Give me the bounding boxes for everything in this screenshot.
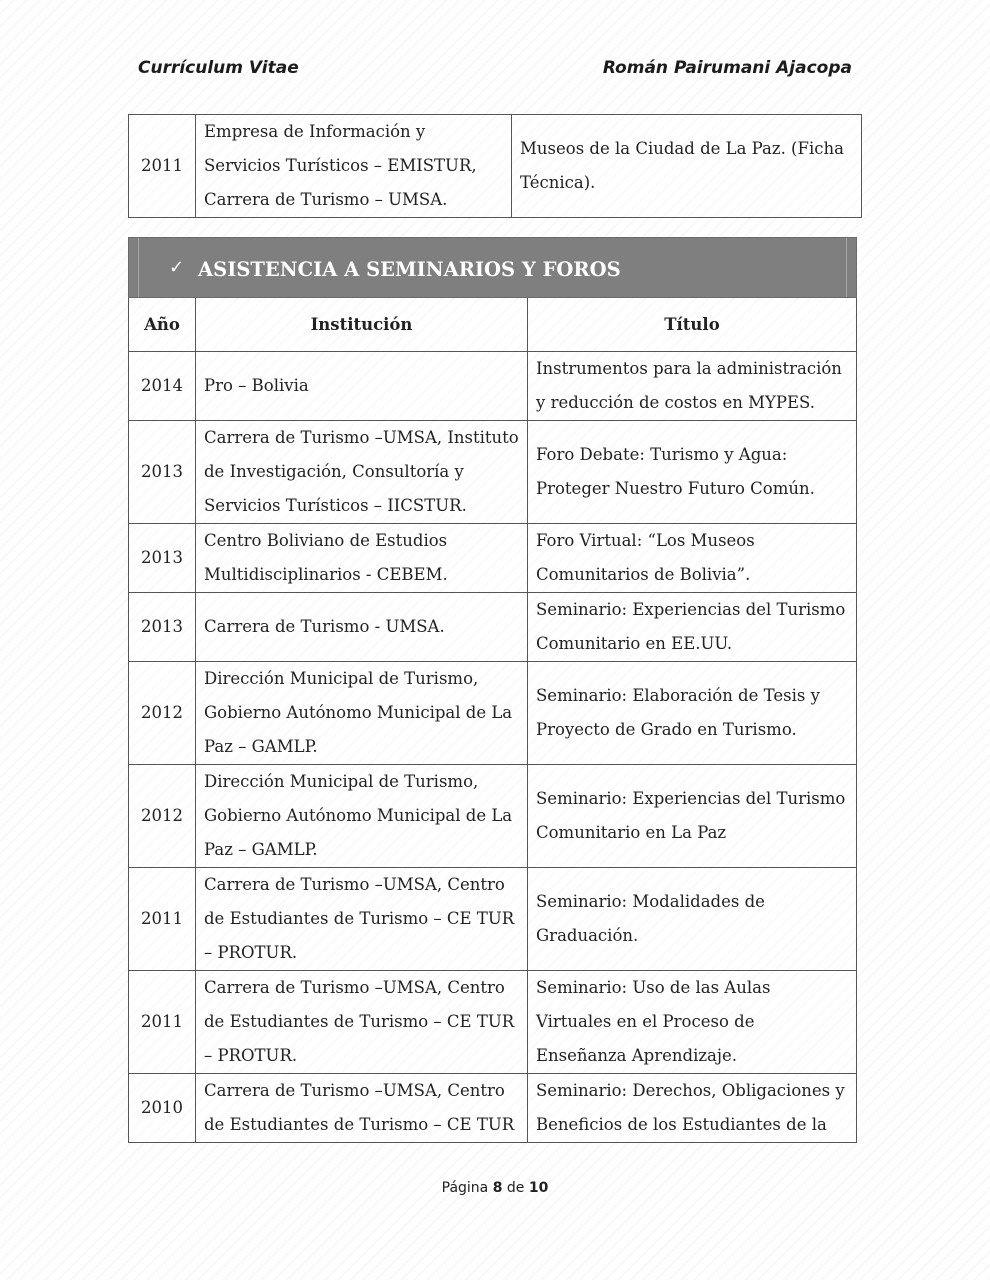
institution-cell: Carrera de Turismo - UMSA.: [196, 593, 528, 662]
title-cell: Seminario: Experiencias del Turismo Comunitario en EE.UU.: [528, 593, 857, 662]
institution-cell: Dirección Municipal de Turismo, Gobierno Autónomo Municipal de La Paz – GAMLP.: [196, 765, 528, 868]
table-row: [129, 352, 857, 421]
institution-cell: Pro – Bolivia: [196, 352, 528, 421]
header-author-name: Román Pairumani Ajacopa: [602, 58, 852, 78]
year-cell: 2013: [129, 593, 196, 662]
page-header: [138, 58, 852, 84]
title-cell: Seminario: Experiencias del Turismo Comunitario en La Paz: [528, 765, 857, 868]
title-cell: Seminario: Derechos, Obligaciones y Beneficios de los Estudiantes de la: [528, 1074, 857, 1143]
institution-cell: Empresa de Información y Servicios Turísticos – EMISTUR, Carrera de Turismo – UMSA.: [196, 115, 512, 218]
title-cell: Seminario: Uso de las Aulas Virtuales en el Proceso de Enseñanza Aprendizaje.: [528, 971, 857, 1074]
year-cell: 2013: [129, 524, 196, 593]
page-of-label: de: [506, 1180, 525, 1196]
institution-cell: Carrera de Turismo –UMSA, Instituto de Investigación, Consultoría y Servicios Turísticos – IICSTUR.: [196, 421, 528, 524]
title-cell: Seminario: Modalidades de Graduación.: [528, 868, 857, 971]
table-header-row: [129, 298, 857, 352]
previous-section-table: [128, 114, 862, 218]
year-cell: 2011: [129, 868, 196, 971]
column-header-institution: Institución: [196, 298, 528, 352]
year-cell: 2014: [129, 352, 196, 421]
page-footer: [0, 1180, 990, 1196]
title-cell: Instrumentos para la administración y reducción de costos en MYPES.: [528, 352, 857, 421]
table-row: [129, 765, 857, 868]
year-cell: 2011: [129, 115, 196, 218]
table-row: [129, 1074, 857, 1143]
year-cell: 2010: [129, 1074, 196, 1143]
table-row: [129, 971, 857, 1074]
seminars-table: [128, 237, 857, 1143]
institution-cell: Centro Boliviano de Estudios Multidisciplinarios - CEBEM.: [196, 524, 528, 593]
current-page-number: 8: [492, 1180, 503, 1196]
table-row: [129, 593, 857, 662]
table-row: [129, 421, 857, 524]
column-header-year: Año: [129, 298, 196, 352]
title-cell: Museos de la Ciudad de La Paz. (Ficha Técnica).: [512, 115, 862, 218]
title-cell: Seminario: Elaboración de Tesis y Proyecto de Grado en Turismo.: [528, 662, 857, 765]
year-cell: 2012: [129, 662, 196, 765]
column-header-title: Título: [528, 298, 857, 352]
section-banner: [129, 238, 857, 298]
table-row: [129, 662, 857, 765]
institution-cell: Carrera de Turismo –UMSA, Centro de Estudiantes de Turismo – CE TUR: [196, 1074, 528, 1143]
page-label: Página: [441, 1180, 489, 1196]
checkmark-icon: ✓: [169, 257, 185, 278]
year-cell: 2013: [129, 421, 196, 524]
institution-cell: Dirección Municipal de Turismo, Gobierno Autónomo Municipal de La Paz – GAMLP.: [196, 662, 528, 765]
table-row: [129, 115, 862, 218]
institution-cell: Carrera de Turismo –UMSA, Centro de Estudiantes de Turismo – CE TUR – PROTUR.: [196, 971, 528, 1074]
institution-cell: Carrera de Turismo –UMSA, Centro de Estudiantes de Turismo – CE TUR – PROTUR.: [196, 868, 528, 971]
total-pages-number: 10: [528, 1180, 549, 1196]
table-row: [129, 868, 857, 971]
year-cell: 2011: [129, 971, 196, 1074]
title-cell: Foro Debate: Turismo y Agua: Proteger Nuestro Futuro Común.: [528, 421, 857, 524]
table-row: [129, 524, 857, 593]
title-cell: Foro Virtual: “Los Museos Comunitarios de Bolivia”.: [528, 524, 857, 593]
header-document-title: Currículum Vitae: [138, 58, 299, 78]
year-cell: 2012: [129, 765, 196, 868]
section-title: ASISTENCIA A SEMINARIOS Y FOROS: [198, 258, 621, 281]
